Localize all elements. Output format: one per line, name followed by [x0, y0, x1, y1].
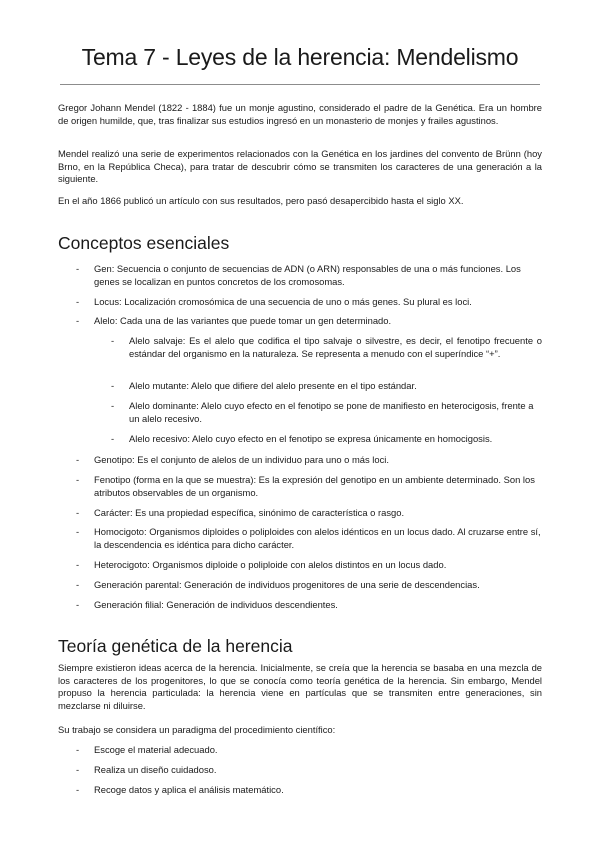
bullet-dash: - [111, 433, 115, 444]
list-item-datos: Recoge datos y aplica el análisis matemático. [94, 784, 284, 795]
list-item-genotipo: Genotipo: Es el conjunto de alelos de un individuo para uno o más loci. [94, 454, 389, 465]
bullet-dash: - [76, 296, 80, 307]
list-item-gen: Gen: Secuencia o conjunto de secuencias de ADN (o ARN) responsables de una o más funciones. Los genes se localizan en puntos concretos de los cromosomas. [94, 263, 521, 287]
intro-paragraph-3: En el año 1866 publicó un artículo con sus resultados, pero pasó desapercibido hasta el siglo XX. [58, 195, 464, 206]
bullet-dash: - [76, 599, 80, 610]
section-heading-teoria: Teoría genética de la herencia [58, 636, 293, 656]
bullet-dash: - [76, 784, 80, 795]
bullet-dash: - [76, 474, 80, 485]
bullet-dash: - [76, 315, 80, 326]
bullet-dash: - [76, 263, 80, 274]
bullet-dash: - [76, 454, 80, 465]
intro-paragraph-2: Mendel realizó una serie de experimentos relacionados con la Genética en los jardines del convento de Brünn (hoy Brno, en la República Checa), para tratar de descubrir cómo se transmiten los caracteres de una generación a la siguiente. [58, 148, 542, 185]
bullet-dash: - [76, 579, 80, 590]
intro-paragraph-1: Gregor Johann Mendel (1822 - 1884) fue un monje agustino, considerado el padre de la Genética. Era un hombre de origen humilde, que, tras finalizar sus estudios ingresó en un monasterio de monjes y frailes agustinos. [58, 102, 542, 126]
sublist-item-alelo-dominante: Alelo dominante: Alelo cuyo efecto en el fenotipo se pone de manifiesto en heterocigosis, frente a un alelo recesivo. [129, 400, 534, 424]
teoria-paragraph-1: Siempre existieron ideas acerca de la herencia. Inicialmente, se creía que la herencia se basaba en una mezcla de los caracteres de los progenitores, lo que se conocía como teoría genética de la herencia. Sin embargo, Mendel propuso la herencia particulada: la herencia viene en partículas que se transmiten entre generaciones, sin mezclarse ni diluirse. [58, 662, 542, 711]
bullet-dash: - [76, 559, 80, 570]
bullet-dash: - [111, 380, 115, 391]
bullet-dash: - [111, 400, 115, 411]
section-heading-conceptos: Conceptos esenciales [58, 233, 230, 253]
bullet-dash: - [76, 764, 80, 775]
list-item-fenotipo: Fenotipo (forma en la que se muestra): Es la expresión del genotipo en un ambiente determinado. Son los atributos observables de un organismo. [94, 474, 535, 498]
bullet-dash: - [76, 744, 80, 755]
list-item-alelo: Alelo: Cada una de las variantes que puede tomar un gen determinado. [94, 315, 392, 326]
page-title: Tema 7 - Leyes de la herencia: Mendelismo [81, 44, 519, 70]
bullet-dash: - [76, 526, 80, 537]
teoria-paragraph-2: Su trabajo se considera un paradigma del procedimiento científico: [58, 724, 336, 735]
sublist-item-alelo-salvaje: Alelo salvaje: Es el alelo que codifica el tipo salvaje o silvestre, es decir, el fenotipo frecuente o estándar del organismo en la naturaleza. Se representa a menudo con el superíndice “+”. [129, 335, 542, 359]
bullet-dash: - [76, 507, 80, 518]
list-item-homocigoto: Homocigoto: Organismos diploides o poliploides con alelos idénticos en un locus dado. Al cruzarse entre sí, la descendencia es idéntica para dicho carácter. [94, 526, 541, 550]
list-item-heterocigoto: Heterocigoto: Organismos diploide o poliploide con alelos distintos en un locus dado. [94, 559, 447, 570]
sublist-item-alelo-mutante: Alelo mutante: Alelo que difiere del alelo presente en el tipo estándar. [129, 380, 417, 391]
title-divider [60, 84, 540, 85]
list-item-diseno: Realiza un diseño cuidadoso. [94, 764, 217, 775]
sublist-item-alelo-recesivo: Alelo recesivo: Alelo cuyo efecto en el fenotipo se expresa únicamente en homocigosis. [129, 433, 493, 444]
list-item-caracter: Carácter: Es una propiedad específica, sinónimo de característica o rasgo. [94, 507, 405, 518]
list-item-generacion-parental: Generación parental: Generación de individuos progenitores de una serie de descendencias. [94, 579, 480, 590]
list-item-generacion-filial: Generación filial: Generación de individuos descendientes. [94, 599, 338, 610]
list-item-material: Escoge el material adecuado. [94, 744, 218, 755]
bullet-dash: - [111, 335, 115, 346]
list-item-locus: Locus: Localización cromosómica de una secuencia de uno o más genes. Su plural es loci. [94, 296, 472, 307]
